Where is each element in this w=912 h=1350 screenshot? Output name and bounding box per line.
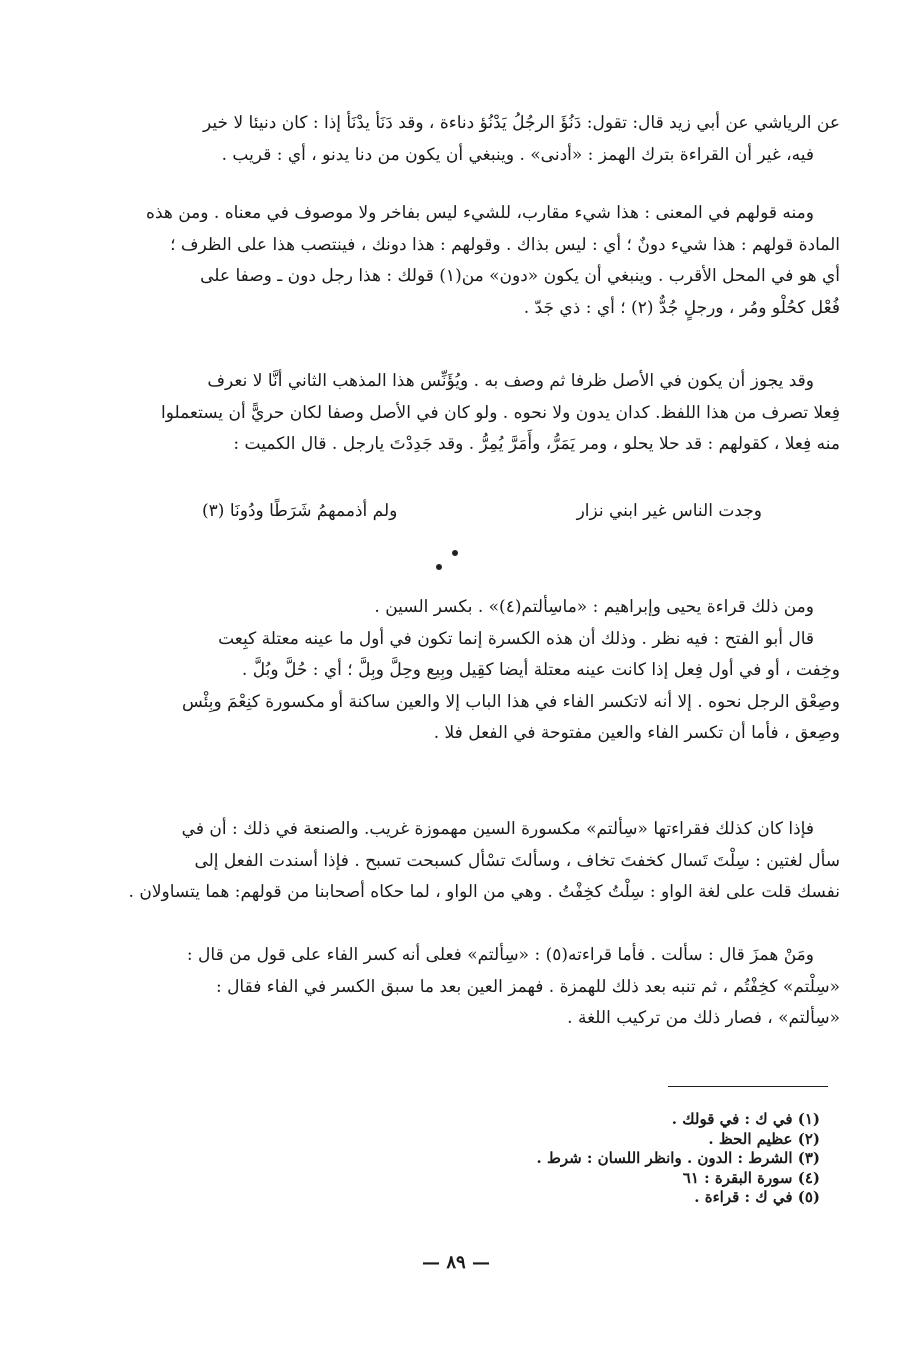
text-line: ومنه قولهم في المعنى : هذا شيء مقارب، للشيء ليس بفاخر ولا موصوف في معناه . ومن هذه [146,203,814,223]
section-separator [420,548,480,578]
paragraph-6 [88,940,840,1035]
text-line: فإذا كان كذلك فقراءتها «سِألتم» مكسورة السين مهموزة غريب. والصنعة في ذلك : أن في [181,819,814,839]
text-line: فِعلا تصرف من هذا اللفظ. كدان يدون ولا نحوه . ولو كان في الأصل وصفا لكان حريًّ أن يستعملوا [160,402,840,423]
verse-second-hemistich: ولم أذممهمُ شَرَطًا ودُونَا (٣) [202,501,398,521]
text-line: وصِعْق الرجل نحوه . إلا أنه لاتكسر الفاء في هذا الباب إلا والعين ساكنة أو مكسورة كنِعْمَ وبِئْس [181,691,840,712]
text-line: أي هو في المحل الأقرب . وينبغي أن يكون «دون» من(١) قولك : هذا رجل دون ـ وصفا على [200,266,840,286]
paragraph-5 [88,814,840,909]
text-line: وصِعق ، فأما أن تكسر الفاء والعين مفتوحة في الفعل فلا . [433,723,840,743]
text-line: فُعْل كحُلْو ومُر ، ورجلٍ جُدٌّ (٢) ؛ أي : ذي جَدّ . [523,297,840,318]
footnote-1: (١) في ك : في قولك . [671,1110,820,1128]
verse-first-hemistich: وجدت الناس غير ابني نزار [576,501,762,521]
footnotes [537,1110,820,1208]
footnote-2: (٢) عظيم الحظ . [708,1129,820,1148]
text-line: فيه، غير أن القراءة بترك الهمز : «أدنى» . وينبغي أن يكون من دنا يدنو ، أي : قريب . [221,144,814,165]
text-line: عن الرياشي عن أبي زيد قال: تقول: دَنُؤَ الرجُلُ يَدْنُؤ دناءة ، وقد دَنَأ يدْنَأ إذا : كان دنيئا لا خير [203,113,840,133]
text-line: وخِفت ، أو في أول فِعل إذا كانت عينه معتلة أيضا كقِيل وبِيع وحِلَّ وبِلَّ ؛ أي : حُلَّ وبُلَّ . [241,660,840,680]
text-line: المادة قولهم : هذا شيء دونٌ ؛ أي : ليس بذاك . وقولهم : هذا دونك ، فينتصب هذا على الظرف ؛ [170,234,840,255]
text-line: ومَنْ همزَ قال : سألت . فأما قراءته(٥) : «سِألتم» فعلى أنه كسر الفاء على قول من قال : [186,945,814,965]
text-line: وقد يجوز أن يكون في الأصل ظرفا ثم وصف به . ويُؤَنِّس هذا المذهب الثاني أنَّا لا نعرف [207,371,814,391]
footnote-4: (٤) سورة البقرة : ٦١ [682,1168,820,1187]
text-line: قال أبو الفتح : فيه نظر . وذلك أن هذه الكسرة إنما تكون في أول ما عينه معتلة كبِعت [218,628,814,649]
paragraph-2 [88,198,840,324]
text-line: نفسك قلت على لغة الواو : سِلْتُ كخِفْتُ . وهي من الواو ، لما حكاه أصحابنا من قولهم: هما يتساولان . [128,882,840,902]
separator-dot [452,550,458,556]
paragraph-3 [88,366,840,461]
text-line: «سِألتم» ، فصار ذلك من تركيب اللغة . [567,1008,840,1028]
footnote-3: (٣) الشرط : الدون . وانظر اللسان : شرط . [536,1149,820,1167]
paragraph-4 [88,592,840,750]
poetry-verse [202,496,762,526]
text-line: «سِلْتم» كخِفْتُم ، ثم تنبه بعد ذلك للهمزة . فهمز العين بعد ما سبق الكسر في الفاء فقال : [215,976,840,997]
separator-dot [436,564,442,570]
text-line: سأل لغتين : سِلْتَ تَسال كخفتَ تخاف ، وسألتَ تسْأل كسبحت تسبح . فإذا أسندت الفعل إلى [194,850,840,871]
page-number: — ٨٩ — [422,1252,490,1273]
footnote-5: (٥) في ك : قراءة . [694,1188,820,1206]
text-line: ومن ذلك قراءة يحيى وإبراهيم : «ماسِألتم(٤)» . بكسر السين . [374,597,814,617]
paragraph-1 [88,108,840,171]
footnote-divider [668,1086,828,1087]
text-line: منه فِعلا ، كقولهم : قد حلا يحلو ، ومر يَمَرُّ، وأَمَرَّ يُمِرُّ . وقد جَدِدْتَ يارجل . قال الكميت : [233,434,840,454]
